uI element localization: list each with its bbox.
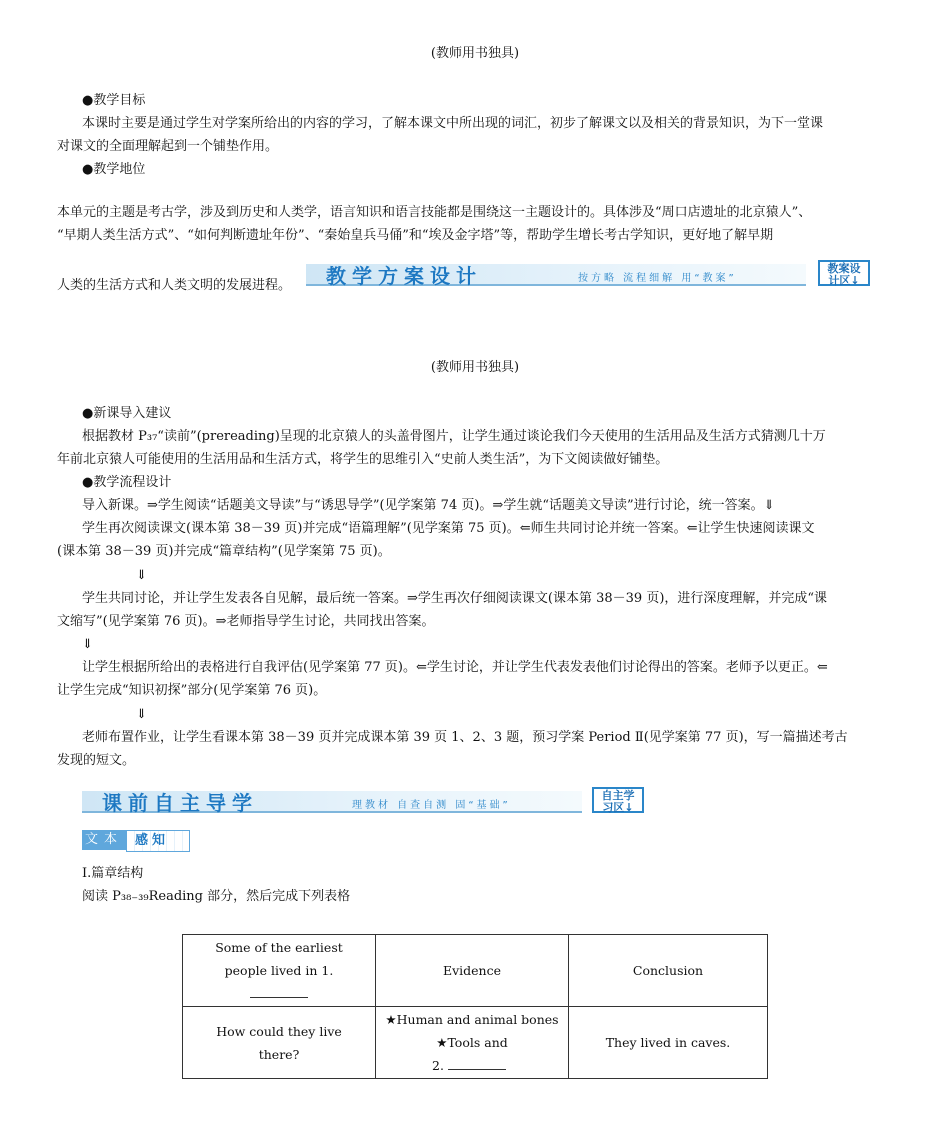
table-cell — [376, 1007, 569, 1079]
position-text-line: 人类的生活方式和人类文明的发展进程。 — [57, 278, 292, 293]
flow-text-line: 老师布置作业，让学生看课本第 38－39 页并完成课本第 39 页 1、2、3 题，预习学案 Period Ⅱ(见学案第 77 页)，写一篇描述考古 — [82, 730, 848, 745]
cell-text: ★Tools and — [436, 1035, 508, 1050]
cell-text: ★Human and animal bones — [385, 1012, 559, 1027]
flow-text-line: 发现的短文。 — [57, 753, 136, 768]
section-banner — [306, 260, 872, 290]
position-text-line: “早期人类生活方式”、“如何判断遗址年份”、“秦始皇兵马俑”和“埃及金字塔”等，帮助学生增长考古学知识，更好地了解早期 — [57, 228, 774, 243]
cell-text: there? — [258, 1046, 300, 1062]
page-note: (教师用书独具) — [430, 46, 520, 61]
structure-instruction: 阅读 P₃₈₋₃₉Reading 部分，然后完成下列表格 — [82, 889, 351, 904]
table-cell — [183, 935, 376, 1007]
goal-text-line: 本课时主要是通过学生对学案所给出的内容的学习，了解本课文中所出现的词汇，初步了解课文以及相关的背景知识，为下一堂课 — [82, 116, 824, 131]
table-row — [183, 1007, 768, 1079]
section-tag-part: 文本 — [82, 830, 126, 850]
banner-tag-line: 教案设 — [827, 262, 861, 275]
intro-text-line: 年前北京猿人可能使用的生活用品和生活方式，将学生的思维引入“史前人类生活”，为下文阅读做好铺垫。 — [57, 452, 669, 467]
banner-tag-line: 自主学 — [601, 789, 635, 802]
goal-heading: ●教学目标 — [82, 93, 146, 108]
flow-text-line: 导入新课。⇒学生阅读“话题美文导读”与“诱思导学”(见学案第 74 页)。⇒学生就“话题美文导读”进行讨论，统一答案。⇓ — [82, 498, 775, 513]
cell-text: How could they live — [216, 1023, 342, 1039]
section-tag-part: 感知 — [126, 830, 190, 852]
down-arrow: ⇓ — [136, 568, 147, 583]
table-cell: Conclusion — [569, 935, 768, 1007]
table-row — [183, 935, 768, 1007]
intro-heading: ●新课导入建议 — [82, 406, 172, 421]
banner-title: 教学方案设计 — [326, 264, 482, 288]
down-arrow: ⇓ — [82, 637, 93, 652]
flow-text-line: 学生再次阅读课文(课本第 38－39 页)并完成“语篇理解”(见学案第 75 页)。⇐师生共同讨论并统一答案。⇐让学生快速阅读课文 — [82, 521, 815, 536]
banner-tag — [592, 787, 644, 813]
flow-text-line: 学生共同讨论，并让学生发表各自见解，最后统一答案。⇒学生再次仔细阅读课文(课本第 38－39 页)，进行深度理解，并完成“课 — [82, 591, 828, 606]
banner-slogan: 按方略 流程细解 用“教案” — [578, 273, 737, 284]
intro-text-line: 根据教材 P₃₇“读前”(prereading)呈现的北京猿人的头盖骨图片，让学生通过谈论我们今天使用的生活用品及生活方式猜测几十万 — [82, 429, 826, 444]
flow-text-line: 让学生完成“知识初探”部分(见学案第 76 页)。 — [57, 683, 327, 698]
page-note: (教师用书独具) — [430, 360, 520, 375]
cell-text: 2. — [432, 1058, 444, 1073]
flow-text-line: 文缩写”(见学案第 76 页)。⇒老师指导学生讨论，共同找出答案。 — [57, 614, 435, 629]
banner-tag — [818, 260, 870, 286]
flow-text-line: (课本第 38－39 页)并完成“篇章结构”(见学案第 75 页)。 — [57, 544, 391, 559]
cell-text: Some of the earliest — [215, 940, 343, 955]
table-cell — [183, 1007, 376, 1079]
section-banner — [82, 787, 646, 817]
banner-tag-line: 习区↓ — [602, 801, 634, 814]
flow-text-line: 让学生根据所给出的表格进行自我评估(见学案第 77 页)。⇐学生讨论，并让学生代表发表他们讨论得出的答案。老师予以更正。⇐ — [82, 660, 828, 675]
table-cell: They lived in caves. — [569, 1007, 768, 1079]
structure-heading: Ⅰ.篇章结构 — [82, 866, 144, 881]
position-text-line: 本单元的主题是考古学，涉及到历史和人类学，语言知识和语言技能都是围绕这一主题设计的。具体涉及“周口店遗址的北京猿人”、 — [57, 205, 812, 220]
cell-text: people lived in 1. — [224, 963, 334, 978]
goal-text-line: 对课文的全面理解起到一个铺垫作用。 — [57, 139, 279, 154]
answer-blank[interactable] — [250, 985, 308, 998]
table-cell: Evidence — [376, 935, 569, 1007]
flow-heading: ●教学流程设计 — [82, 475, 172, 490]
structure-table — [182, 934, 768, 1079]
banner-slogan: 理教材 自查自测 固“基础” — [352, 800, 511, 811]
banner-title: 课前自主导学 — [102, 791, 258, 815]
down-arrow: ⇓ — [136, 707, 147, 722]
answer-blank[interactable] — [448, 1057, 506, 1070]
position-heading: ●教学地位 — [82, 162, 146, 177]
banner-tag-line: 计区↓ — [828, 274, 860, 287]
